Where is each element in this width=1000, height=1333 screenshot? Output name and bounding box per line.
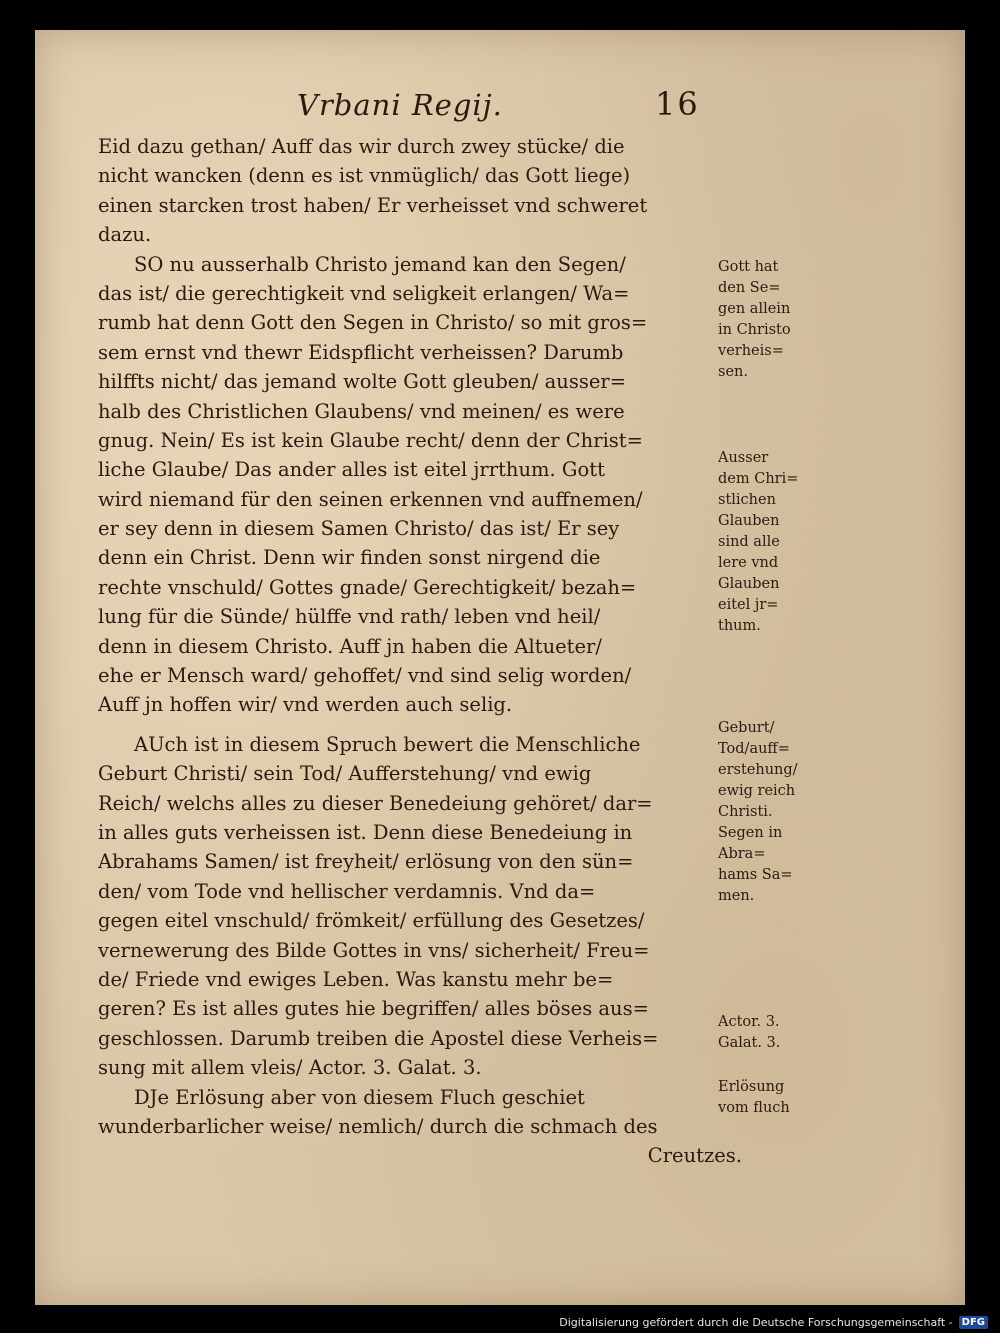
text-line: Abrahams Samen/ ist freyheit/ erlösung von den sün= [98, 850, 634, 874]
margin-line: men. [718, 888, 755, 904]
text-line: liche Glaube/ Das ander alles ist eitel jrrthum. Gott [98, 458, 605, 482]
book-page [35, 30, 965, 1305]
page-number: 16 [655, 85, 700, 123]
text-line: das ist/ die gerechtigkeit vnd seligkeit erlangen/ Wa= [98, 281, 630, 305]
text-line: in alles guts verheissen ist. Denn diese Benedeiung in [98, 820, 633, 844]
margin-line: den Se= [718, 280, 781, 296]
marginal-note [718, 1012, 818, 1054]
marginal-note [718, 448, 818, 637]
margin-line: lere vnd [718, 555, 779, 571]
margin-line: Abra= [718, 846, 766, 862]
text-line: ehe er Mensch ward/ gehoffet/ vnd sind selig worden/ [98, 664, 632, 688]
margin-line: hams Sa= [718, 867, 793, 883]
margin-line: thum. [718, 618, 761, 634]
margin-line: Segen in [718, 825, 783, 841]
margin-line: Christi. [718, 804, 773, 820]
text-line: lung für die Sünde/ hülffe vnd rath/ leben vnd heil/ [98, 605, 601, 629]
text-line: wunderbarlicher weise/ nemlich/ durch die schmach des [98, 1114, 658, 1138]
text-line: er sey denn in diesem Samen Christo/ das ist/ Er sey [98, 517, 620, 541]
margin-line: eitel jr= [718, 597, 779, 613]
text-line: SO nu ausserhalb Christo jemand kan den Segen/ [134, 252, 626, 276]
text-line: geschlossen. Darumb treiben die Apostel diese Verheis= [98, 1026, 659, 1050]
paragraph-gap [98, 720, 758, 730]
margin-line: Glauben [718, 576, 780, 592]
text-line: wird niemand für den seinen erkennen vnd auffnemen/ [98, 487, 643, 511]
text-line: halb des Christlichen Glaubens/ vnd meinen/ es were [98, 399, 625, 423]
margin-line: Glauben [718, 513, 780, 529]
credit-text: Digitalisierung gefördert durch die Deutsche Forschungsgemeinschaft - [559, 1316, 953, 1329]
text-line: nicht wancken (denn es ist vnmüglich/ das Gott liege) [98, 164, 631, 188]
digitization-credit [559, 1316, 988, 1329]
margin-line: Gott hat [718, 259, 779, 275]
text-line: Reich/ welchs alles zu dieser Benedeiung gehöret/ dar= [98, 791, 653, 815]
margin-line: verheis= [718, 343, 784, 359]
marginal-note [718, 257, 818, 383]
text-line: denn in diesem Christo. Auff jn haben die Altueter/ [98, 634, 602, 658]
marginal-note [718, 718, 818, 907]
margin-line: ewig reich [718, 783, 796, 799]
margin-line: stlichen [718, 492, 776, 508]
catchword-line: Creutzes. [647, 1144, 742, 1168]
margin-line: dem Chri= [718, 471, 799, 487]
margin-line: Erlösung [718, 1079, 785, 1095]
text-line: denn ein Christ. Denn wir finden sonst nirgend die [98, 546, 601, 570]
text-line: rumb hat denn Gott den Segen in Christo/ so mit gros= [98, 311, 648, 335]
margin-line: sind alle [718, 534, 780, 550]
text-line: rechte vnschuld/ Gottes gnade/ Gerechtigkeit/ bezah= [98, 575, 637, 599]
margin-line: erstehung/ [718, 762, 798, 778]
margin-line: Galat. 3. [718, 1035, 781, 1051]
text-line: de/ Friede vnd ewiges Leben. Was kanstu mehr be= [98, 967, 614, 991]
text-line: DJe Erlösung aber von diesem Fluch geschiet [134, 1085, 585, 1109]
text-line: gegen eitel vnschuld/ frömkeit/ erfüllung des Gesetzes/ [98, 909, 645, 933]
text-line: sung mit allem vleis/ Actor. 3. Galat. 3. [98, 1056, 482, 1080]
margin-line: Geburt/ [718, 720, 775, 736]
margin-line: Actor. 3. [718, 1014, 780, 1030]
text-line: Geburt Christi/ sein Tod/ Aufferstehung/ vnd ewig [98, 762, 592, 786]
margin-line: Ausser [718, 450, 769, 466]
running-head: Vrbani Regij. [297, 88, 503, 122]
margin-line: Tod/auff= [718, 741, 790, 757]
dfg-logo: DFG [959, 1316, 988, 1329]
text-line: dazu. [98, 223, 152, 247]
margin-line: sen. [718, 364, 748, 380]
text-line: AUch ist in diesem Spruch bewert die Menschliche [134, 732, 641, 756]
text-line: gnug. Nein/ Es ist kein Glaube recht/ denn der Christ= [98, 428, 643, 452]
margin-line: gen allein [718, 301, 791, 317]
margin-line: in Christo [718, 322, 791, 338]
margin-line: vom fluch [718, 1100, 790, 1116]
text-line: Eid dazu gethan/ Auff das wir durch zwey stücke/ die [98, 135, 625, 158]
text-line: geren? Es ist alles gutes hie begriffen/ alles böses aus= [98, 997, 649, 1021]
body-text [98, 132, 758, 1171]
text-line: sem ernst vnd thewr Eidspflicht verheissen? Darumb [98, 340, 624, 364]
text-line: den/ vom Tode vnd hellischer verdamnis. Vnd da= [98, 879, 596, 903]
marginal-note [718, 1077, 818, 1119]
text-line: hilffts nicht/ das jemand wolte Gott gleuben/ ausser= [98, 370, 627, 394]
text-line: vernewerung des Bilde Gottes in vns/ sicherheit/ Freu= [98, 938, 650, 962]
text-line: einen starcken trost haben/ Er verheisset vnd schweret [98, 193, 648, 217]
text-line: Auff jn hoffen wir/ vnd werden auch selig. [98, 693, 513, 717]
